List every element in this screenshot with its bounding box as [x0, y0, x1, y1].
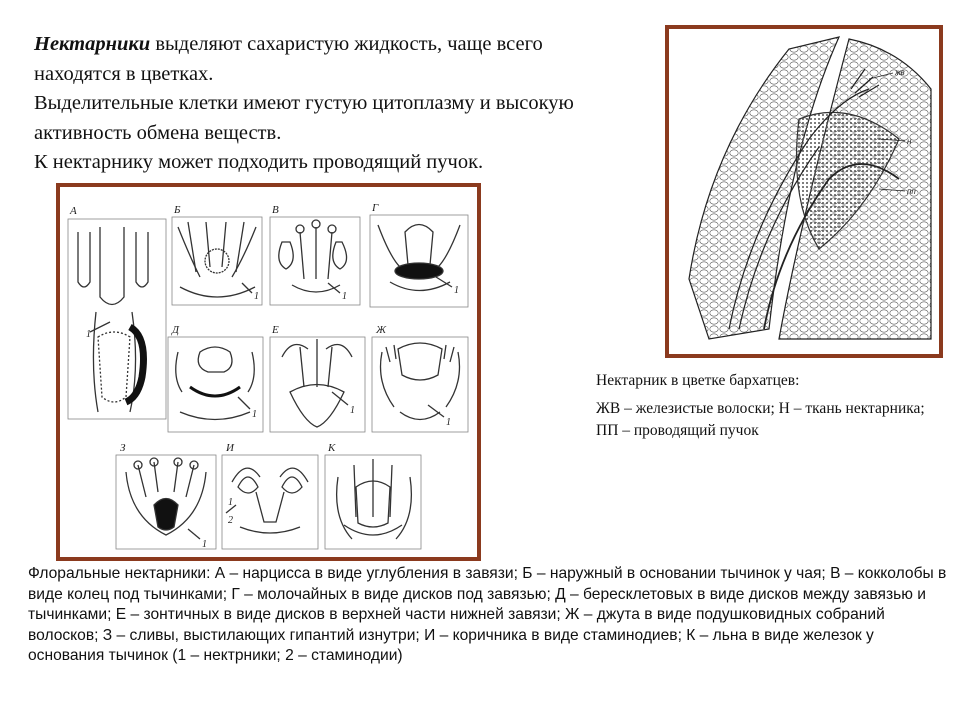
marker-2-i: 2 — [228, 515, 233, 526]
marker-1-d: 1 — [252, 409, 257, 420]
marigold-caption-title: Нектарник в цветке бархатцев: — [596, 372, 800, 389]
intro-line-2: Выделительные клетки имеют густую цитоплазму и высокую активность обмена веществ. — [34, 92, 574, 144]
marker-1-i: 1 — [228, 497, 233, 508]
panel-label-v: В — [272, 204, 279, 216]
marker-1-g: 1 — [454, 285, 459, 296]
nectary-types-drawing — [60, 187, 477, 557]
panel-b-drawing — [172, 217, 262, 305]
tag-n: н — [907, 137, 912, 146]
panel-label-i: И — [226, 442, 234, 454]
tag-pp: пп — [907, 187, 916, 196]
panel-i-drawing — [222, 455, 318, 549]
panel-label-b: Б — [174, 204, 181, 216]
panel-label-g: Г — [372, 202, 379, 214]
marker-1-v: 1 — [342, 291, 347, 302]
panel-a-drawing — [68, 219, 166, 419]
marigold-caption-legend: ЖВ – железистые волоски; Н – ткань нектарника; ПП – проводящий пучок — [596, 400, 925, 439]
marker-1-e: 1 — [350, 405, 355, 416]
intro-line-1 — [34, 30, 624, 89]
panel-z-drawing — [116, 455, 216, 549]
intro-text — [34, 30, 624, 178]
intro-line-1-rest: выделяют сахаристую жидкость, чаще всего находятся в цветках. — [34, 33, 543, 85]
marigold-caption — [596, 370, 936, 448]
marker-1-zh: 1 — [446, 417, 451, 428]
panel-k-drawing — [325, 455, 421, 549]
marker-1-a: 1 — [86, 329, 91, 340]
marigold-nectary-figure — [665, 25, 943, 358]
nectary-types-figure — [56, 183, 481, 561]
tag-zhv: жв — [895, 68, 905, 77]
panel-e-drawing — [270, 337, 365, 432]
panel-label-z: З — [120, 442, 126, 454]
marker-1-b: 1 — [254, 291, 259, 302]
panel-label-zh: Ж — [376, 324, 387, 336]
panel-zh-drawing — [372, 337, 468, 432]
marigold-nectary-drawing — [669, 29, 939, 354]
floral-nectaries-caption: Флоральные нектарники: А – нарцисса в виде углубления в завязи; Б – наружный в основании тычинок у чая; В – кокколобы в виде колец под тычинками; Г – молочайных в виде дисков под завязью; Д – бересклетовых в виде дисков между завязью и тычинками; Е – зонтичных в виде дисков в верхней части нижней завязи; Ж – джута в виде подушковидных собраний волосков; З – сливы, выстилающих гипантий изнутри; И – коричника в виде стаминодиев; К – льна в виде железок у основания тычинок (1 – нектрники; 2 – стаминодии) — [28, 565, 947, 665]
intro-term: Нектарники — [34, 33, 151, 55]
intro-line-3: К нектарнику может подходить проводящий пучок. — [34, 151, 484, 173]
panel-label-e: Е — [272, 324, 279, 336]
panel-d-drawing — [168, 337, 263, 432]
panel-label-a: А — [70, 205, 77, 217]
marker-1-z: 1 — [202, 539, 207, 550]
panel-label-d: Д — [172, 324, 179, 336]
panel-label-k: К — [328, 442, 336, 454]
